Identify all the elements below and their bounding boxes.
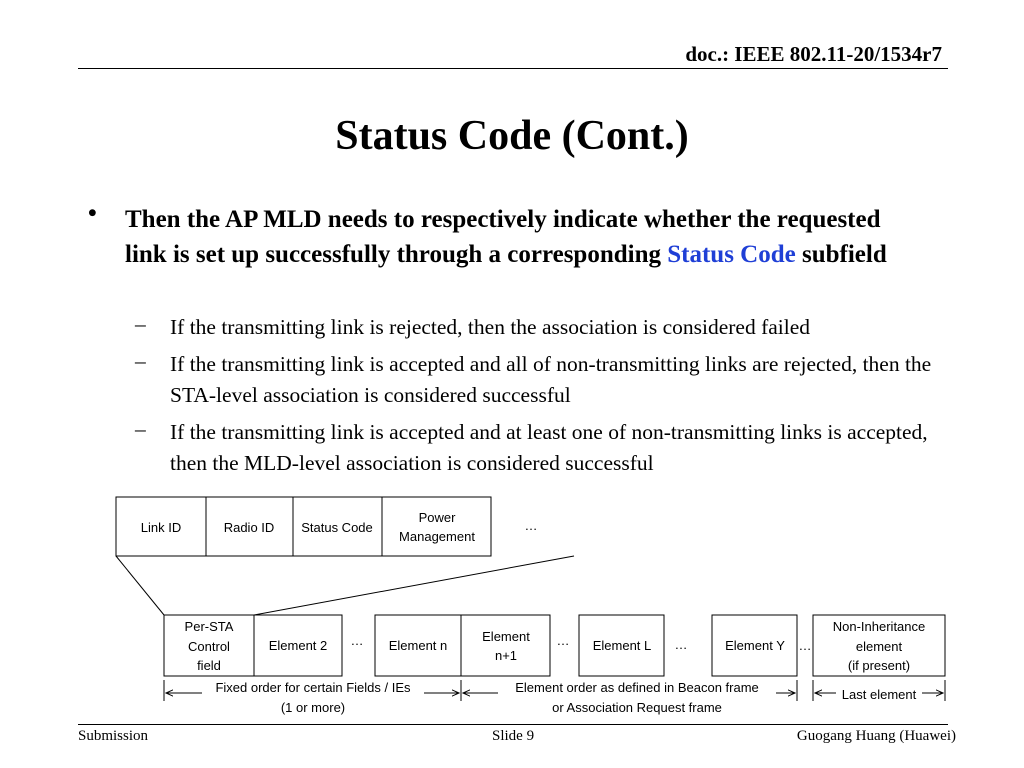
element-n-plus-1-label-1: Element [482, 629, 530, 644]
range-markers [164, 680, 945, 715]
main-bullet-text-end: subfield [795, 241, 887, 268]
status-code-highlight: Status Code [667, 241, 796, 268]
element-n-plus-1-label-2: n+1 [494, 648, 518, 663]
element-2-label: Element 2 [268, 638, 328, 653]
sub-bullet-dash-3: – [135, 417, 146, 441]
ellipsis-4: … [798, 638, 812, 653]
ellipsis-2: … [556, 633, 570, 648]
slide-title: Status Code (Cont.) [335, 113, 689, 159]
expansion-line-right [254, 556, 574, 615]
non-inheritance-label-2: element [855, 639, 903, 654]
element-n-plus-1-box [461, 615, 550, 676]
last-element-label: Last element [841, 687, 917, 702]
bottom-element-row [164, 615, 945, 676]
ellipsis-3: … [674, 637, 688, 652]
footer-author: Guogang Huang (Huawei) [796, 728, 956, 744]
top-ellipsis: … [524, 518, 538, 533]
power-management-box [382, 497, 491, 556]
ellipsis-1: … [350, 633, 364, 648]
element-y-label: Element Y [725, 638, 785, 653]
top-field-row [116, 497, 538, 556]
management-label: Management [399, 529, 475, 544]
element-l-label: Element L [592, 638, 652, 653]
main-bullet-text-start: Then the AP MLD needs to respectively indicate whether the requested link is set up successfully through a corresponding [125, 206, 881, 268]
beacon-order-label-2: or Association Request frame [552, 700, 722, 715]
sub-bullet-dash-2: – [135, 349, 146, 373]
non-inheritance-label-3: (if present) [847, 658, 911, 673]
status-code-label: Status Code [301, 520, 373, 535]
beacon-order-label-1: Element order as defined in Beacon frame [515, 680, 759, 695]
radio-id-label: Radio ID [223, 520, 275, 535]
per-sta-label-3: field [197, 658, 221, 673]
sub-bullet-3: If the transmitting link is accepted and at least one of non-transmitting links is accepted, then the MLD-level association is considered successful [170, 420, 928, 475]
expansion-line-left [116, 556, 164, 615]
link-id-label: Link ID [140, 520, 182, 535]
per-sta-label-2: Control [188, 639, 230, 654]
fixed-order-label-2: (1 or more) [280, 700, 346, 715]
power-label: Power [418, 510, 456, 525]
footer-submission: Submission [78, 728, 149, 744]
per-sta-label-1: Per-STA [184, 619, 234, 634]
element-n-label: Element n [388, 638, 448, 653]
non-inheritance-label-1: Non-Inheritance [832, 619, 926, 634]
sub-bullet-dash-1: – [135, 312, 146, 336]
bullet-marker: • [88, 200, 97, 227]
sub-bullet-2: If the transmitting link is accepted and all of non-transmitting links are rejected, then the STA-level association is considered successful [170, 352, 932, 407]
document-id: doc.: IEEE 802.11-20/1534r7 [685, 42, 942, 66]
fixed-order-label-1: Fixed order for certain Fields / IEs [215, 680, 411, 695]
footer-slide-number: Slide 9 [492, 728, 535, 744]
footer-rule [78, 724, 948, 725]
sub-bullet-1: If the transmitting link is rejected, then the association is considered failed [170, 315, 811, 339]
